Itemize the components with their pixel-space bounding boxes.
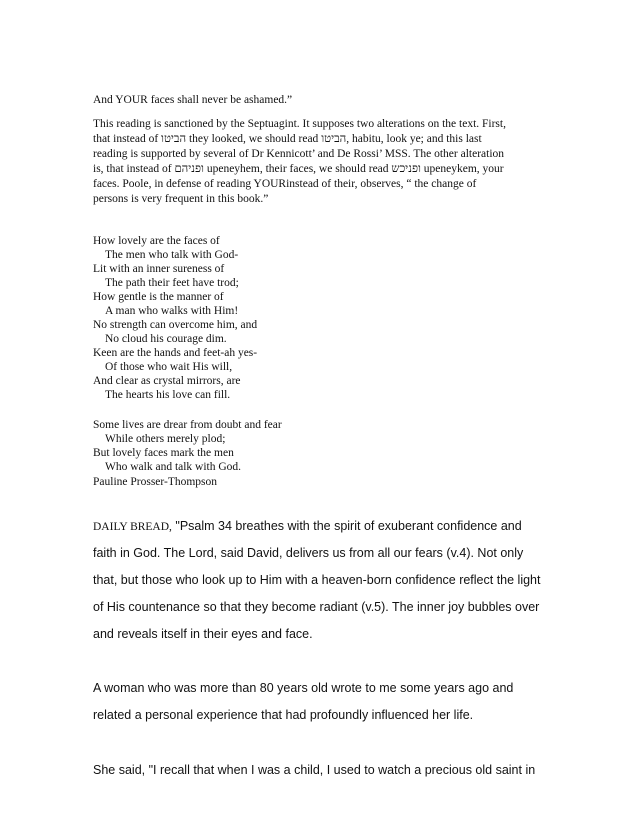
commentary-line: reading is supported by several of Dr Kennicott’ and De Rossi’ MSS. The other alteration [93, 148, 505, 160]
poem-author: Pauline Prosser-Thompson [93, 476, 218, 488]
poem-line: Keen are the hands and feet-ah yes- [93, 347, 258, 359]
daily-bread-text: "Psalm 34 breathes with the spirit of exuberant confidence and [171, 519, 522, 533]
daily-bread-first-line [93, 518, 522, 535]
commentary-line: This reading is sanctioned by the Septuagint. It supposes two alterations on the text. First, [93, 118, 506, 130]
commentary-line: persons is very frequent in this book.” [93, 193, 269, 205]
woman-paragraph-line: related a personal experience that had profoundly influenced her life. [93, 708, 474, 722]
poem-line: How lovely are the faces of [93, 235, 220, 247]
poem-line: And clear as crystal mirrors, are [93, 375, 241, 387]
poem-line: The hearts his love can fill. [105, 389, 231, 401]
poem-line: A man who walks with Him! [105, 305, 239, 317]
poem-line: The men who talk with God- [105, 249, 239, 261]
poem-line: Some lives are drear from doubt and fear [93, 419, 282, 431]
poem-line: Who walk and talk with God. [105, 461, 242, 473]
poem-line: The path their feet have trod; [105, 277, 239, 289]
poem-line: Of those who wait His will, [105, 361, 233, 373]
commentary-line: is, that instead of ופניהם upeneyhem, their faces, we should read ופניכש upeneykem, your [93, 163, 504, 175]
poem-line: Lit with an inner sureness of [93, 263, 225, 275]
poem-line: While others merely plod; [105, 433, 226, 445]
daily-bread-line: that, but those who look up to Him with a heaven-born confidence reflect the light [93, 573, 541, 587]
she-said-line: She said, "I recall that when I was a child, I used to watch a precious old saint in [93, 763, 536, 777]
poem-line: But lovely faces mark the men [93, 447, 234, 459]
poem-line: No cloud his courage dim. [105, 333, 227, 345]
daily-bread-line: faith in God. The Lord, said David, delivers us from all our fears (v.4). Not only [93, 546, 524, 560]
commentary-line: that instead of הביטו they looked, we should read הביטו, habitu, look ye; and this last [93, 133, 482, 145]
daily-bread-line: and reveals itself in their eyes and face. [93, 627, 313, 641]
commentary-line: faces. Poole, in defense of reading YOURinstead of their, observes, “ the change of [93, 178, 477, 190]
woman-paragraph-line: A woman who was more than 80 years old wrote to me some years ago and [93, 681, 514, 695]
poem-line: How gentle is the manner of [93, 291, 224, 303]
daily-bread-source-label: DAILY BREAD, [93, 521, 172, 533]
daily-bread-line: of His countenance so that they become radiant (v.5). The inner joy bubbles over [93, 600, 540, 614]
intro-line: And YOUR faces shall never be ashamed.” [93, 94, 293, 106]
poem-line: No strength can overcome him, and [93, 319, 258, 331]
